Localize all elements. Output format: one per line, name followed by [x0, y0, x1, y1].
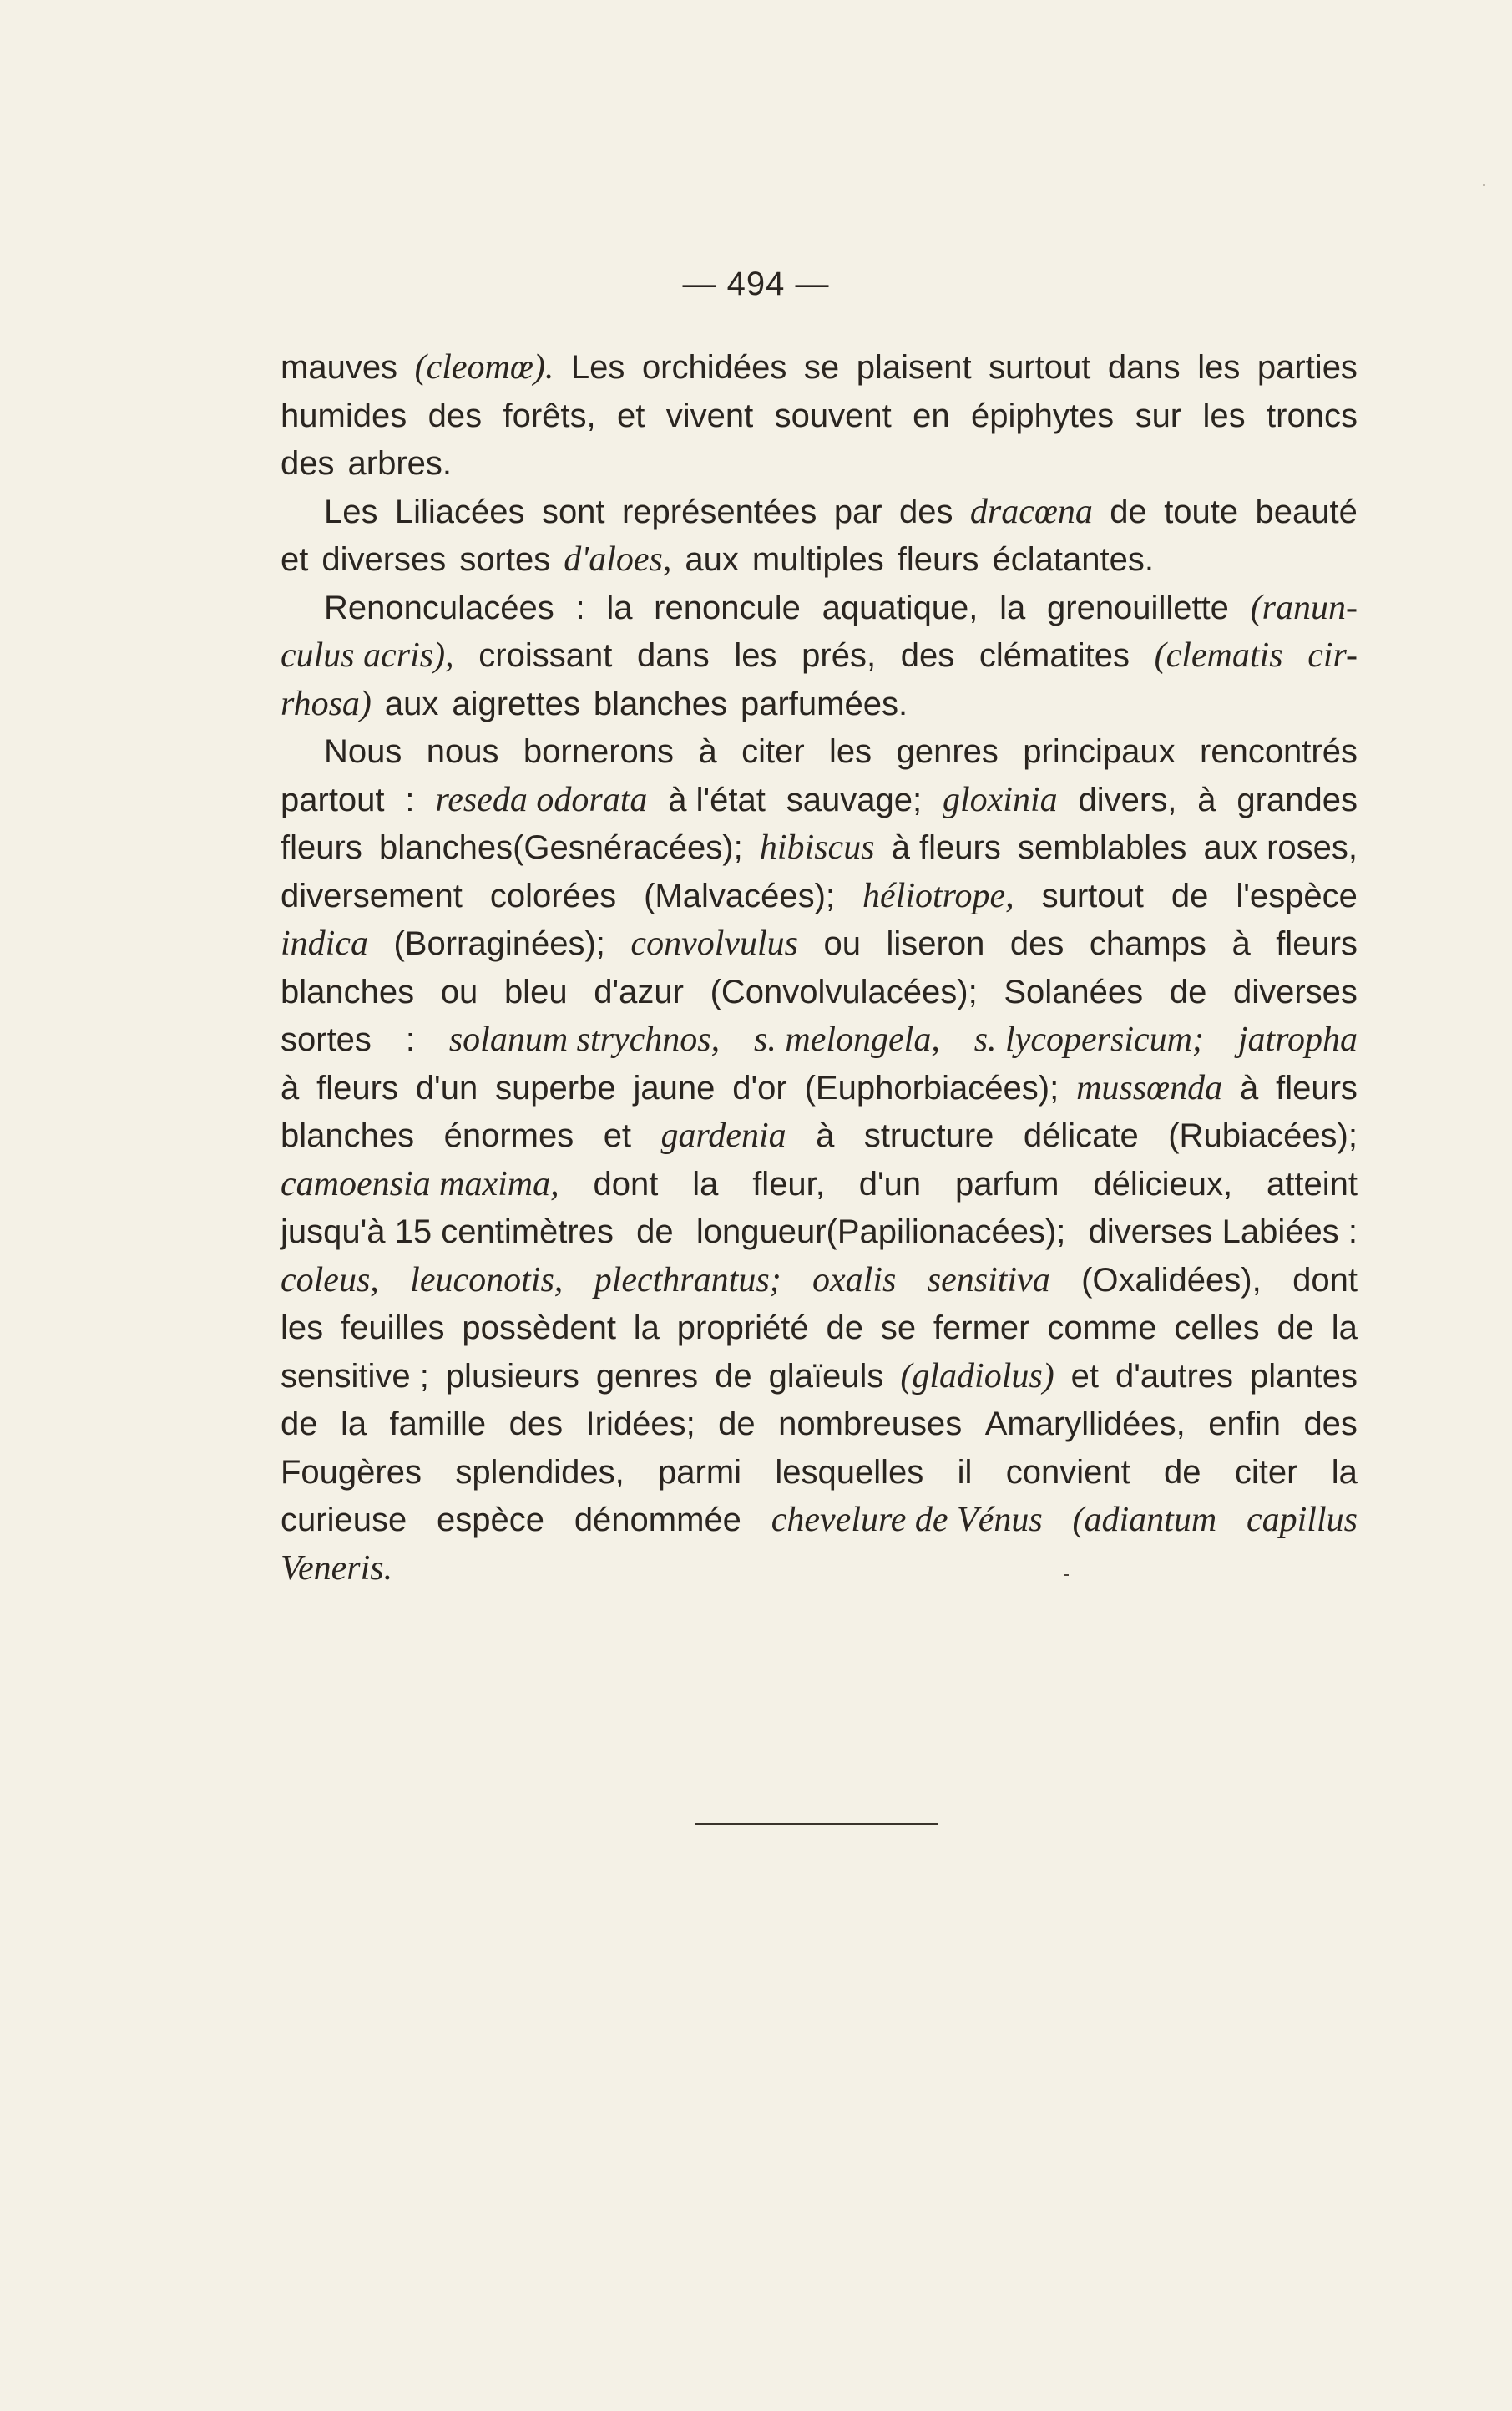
word: fleurs	[316, 1069, 398, 1107]
word: à	[816, 1117, 835, 1154]
word: surtout	[989, 349, 1091, 386]
word: aux	[384, 685, 439, 722]
word: parties	[1257, 349, 1358, 386]
word: Solanées	[1004, 973, 1144, 1010]
word: (Malvacées);	[644, 877, 836, 914]
italic-word: gloxinia	[943, 780, 1058, 819]
word: genres	[896, 733, 999, 770]
word: renoncule	[654, 589, 801, 626]
word: :	[575, 589, 585, 626]
word: et	[603, 1117, 632, 1154]
italic-word: (adiantum	[1072, 1501, 1217, 1539]
word: convient	[1005, 1453, 1130, 1491]
word: des	[427, 397, 483, 434]
word: énormes	[443, 1117, 574, 1154]
word: parfum	[955, 1165, 1059, 1203]
word: plaisent	[856, 349, 972, 386]
word: aux roses,	[1203, 829, 1358, 866]
text-line	[281, 1112, 1358, 1161]
word: à l'état	[668, 781, 766, 818]
word: semblables	[1018, 829, 1187, 866]
word: les	[734, 637, 777, 674]
word: sortes	[281, 1021, 372, 1058]
text-line	[281, 824, 1358, 873]
word: possèdent	[462, 1309, 616, 1346]
text-line	[281, 536, 1358, 585]
word: fleurs	[281, 829, 362, 866]
word: la	[633, 1309, 660, 1346]
word: éclatantes.	[992, 541, 1155, 578]
word: partout	[281, 781, 385, 818]
word: d'or	[732, 1069, 787, 1107]
word: longueur(Papilionacées);	[695, 1213, 1066, 1250]
word: dans	[637, 637, 710, 674]
word: sont	[541, 493, 605, 530]
word: de	[1277, 1309, 1314, 1346]
italic-word: mussœnda	[1076, 1068, 1223, 1107]
word: champs	[1089, 925, 1206, 962]
word: les	[829, 733, 872, 770]
word: il	[957, 1453, 973, 1491]
word: parfumées.	[740, 685, 908, 722]
word: blanches(Gesnéracées);	[378, 829, 743, 866]
word: grandes	[1236, 781, 1358, 818]
word: la	[1331, 1453, 1358, 1491]
word: de	[715, 1357, 752, 1395]
word: sur	[1135, 397, 1182, 434]
word: forêts,	[503, 397, 596, 434]
word: (Euphorbiacées);	[804, 1069, 1059, 1107]
word: dénommée	[574, 1502, 741, 1538]
italic-word: Veneris.	[281, 1548, 393, 1588]
word: nombreuses	[778, 1406, 963, 1442]
word: d'azur	[594, 973, 684, 1010]
word: dont	[1292, 1261, 1358, 1299]
word: Fougères	[281, 1453, 422, 1491]
word: de	[636, 1213, 674, 1250]
text-line	[281, 1065, 1358, 1113]
italic-word: dracœna	[969, 492, 1093, 531]
word: se	[880, 1309, 917, 1346]
word: ou	[440, 973, 478, 1010]
italic-word: (cleomœ).	[414, 348, 554, 387]
text-line	[281, 585, 1358, 633]
word: fleurs	[1276, 925, 1358, 962]
word: bleu	[503, 973, 568, 1010]
word: diverses Labiées :	[1088, 1213, 1358, 1250]
word: des	[899, 493, 953, 530]
text-line	[281, 1016, 1358, 1065]
word: splendides,	[455, 1453, 625, 1491]
word: en	[913, 397, 950, 434]
word: et	[616, 397, 645, 434]
word: blanches	[593, 685, 727, 722]
italic-word: chevelure de Vénus	[771, 1501, 1043, 1539]
word: divers,	[1078, 781, 1177, 818]
word: toute	[1164, 493, 1239, 530]
word: la	[999, 589, 1026, 626]
text-line	[281, 1257, 1358, 1305]
word: jaune	[633, 1069, 716, 1107]
italic-word: camoensia maxima,	[281, 1164, 559, 1203]
word: la	[606, 589, 633, 626]
word: diverses	[1232, 973, 1358, 1010]
word: les	[1197, 349, 1241, 386]
word: Liliacées	[394, 493, 525, 530]
word: de	[718, 1406, 756, 1442]
word: Iridées;	[585, 1406, 695, 1442]
italic-word: culus acris),	[281, 636, 454, 675]
italic-word: indica	[281, 924, 368, 963]
text-line	[281, 1497, 1358, 1545]
text-line	[281, 1304, 1358, 1353]
word: structure	[863, 1117, 994, 1154]
word: glaïeuls	[768, 1357, 884, 1395]
word: plusieurs	[445, 1357, 579, 1395]
word: humides	[281, 397, 407, 434]
word: nous	[426, 733, 499, 770]
word: citer	[1234, 1453, 1298, 1491]
word: fermer	[933, 1309, 1030, 1346]
word: :	[405, 1021, 415, 1058]
word: vivent	[665, 397, 754, 434]
italic-word: solanum strychnos,	[448, 1021, 721, 1059]
italic-word: s. lycopersicum;	[973, 1021, 1204, 1059]
word: la	[340, 1406, 367, 1442]
word: Les	[324, 493, 378, 530]
italic-word: hibiscus	[759, 828, 875, 867]
italic-word: (clematis	[1154, 636, 1283, 675]
word: de	[826, 1309, 863, 1346]
word: à fleurs	[891, 829, 1001, 866]
word: de	[1169, 973, 1207, 1010]
word: aigrettes	[452, 685, 580, 722]
word: des	[900, 637, 955, 674]
text-line	[281, 1208, 1358, 1257]
word: sortes	[459, 541, 551, 578]
text-line	[281, 920, 1358, 969]
italic-word: sensitiva	[927, 1260, 1050, 1299]
text-line	[281, 681, 1358, 729]
word: jusqu'à 15 centimètres	[281, 1213, 614, 1250]
word: sensitive ;	[281, 1357, 429, 1395]
word: citer	[741, 733, 805, 770]
word: à	[1239, 1069, 1259, 1107]
italic-word: capillus	[1246, 1501, 1358, 1539]
italic-word: cir-	[1307, 636, 1358, 675]
word: orchidées	[641, 349, 787, 386]
word: ou	[823, 925, 862, 962]
text-line	[281, 393, 1358, 441]
word: feuilles	[340, 1309, 445, 1346]
word: espèce	[437, 1502, 544, 1538]
word: lesquelles	[775, 1453, 924, 1491]
word: des	[281, 445, 335, 482]
text-line	[281, 1161, 1358, 1209]
word: de	[1164, 1453, 1201, 1491]
text-line	[281, 1545, 1358, 1593]
text-line	[281, 489, 1358, 537]
paper-speck	[1064, 1574, 1069, 1576]
word: arbres.	[347, 445, 452, 482]
word: aux	[685, 541, 739, 578]
word: à	[1197, 781, 1216, 818]
text-line	[281, 1449, 1358, 1497]
word: des	[1009, 925, 1064, 962]
word: mauves	[281, 349, 398, 386]
word: surtout	[1041, 877, 1144, 914]
word: la	[1331, 1309, 1358, 1346]
italic-word: plecthrantus;	[594, 1260, 781, 1299]
text-line	[281, 1401, 1358, 1449]
word: parmi	[658, 1453, 742, 1491]
end-rule	[695, 1823, 938, 1825]
word: les	[1202, 397, 1246, 434]
word: liseron	[886, 925, 985, 962]
word: d'un	[858, 1165, 922, 1203]
word: propriété	[676, 1309, 809, 1346]
word: de	[1110, 493, 1147, 530]
italic-word: s. melongela,	[754, 1021, 940, 1059]
word: des	[508, 1406, 564, 1442]
word: genres	[595, 1357, 699, 1395]
word: à	[1231, 925, 1251, 962]
word: fleurs	[897, 541, 979, 578]
word: délicate	[1023, 1117, 1139, 1154]
word: clématites	[979, 637, 1130, 674]
word: aquatique,	[822, 589, 979, 626]
italic-word: rhosa)	[281, 684, 372, 723]
word: fleur,	[752, 1165, 825, 1203]
text-line	[281, 969, 1358, 1017]
page-number: — 494 —	[682, 266, 830, 302]
word: troncs	[1267, 397, 1358, 434]
text-line	[281, 440, 1358, 489]
text-line	[281, 344, 1358, 393]
word: multiples	[751, 541, 884, 578]
word: bornerons	[523, 733, 675, 770]
italic-word: leuconotis,	[410, 1260, 564, 1299]
word: croissant	[478, 637, 613, 674]
word: :	[405, 781, 415, 818]
word: (Borraginées);	[393, 925, 605, 962]
word: se	[803, 349, 840, 386]
word: principaux	[1023, 733, 1176, 770]
text-line	[281, 1353, 1358, 1401]
word: beauté	[1255, 493, 1358, 530]
word: atteint	[1266, 1165, 1358, 1203]
word: à	[698, 733, 717, 770]
word: diversement	[281, 877, 463, 914]
word: grenouillette	[1047, 589, 1229, 626]
word: blanches	[281, 973, 415, 1010]
italic-word: héliotrope,	[862, 876, 1014, 915]
word: la	[692, 1165, 719, 1203]
word: superbe	[495, 1069, 616, 1107]
word: diverses	[321, 541, 447, 578]
word: sauvage;	[786, 781, 923, 818]
word: souvent	[774, 397, 892, 434]
italic-word: d'aloes,	[564, 540, 672, 579]
word: celles	[1174, 1309, 1260, 1346]
word: et	[281, 541, 309, 578]
text-line	[281, 873, 1358, 921]
word: famille	[389, 1406, 487, 1442]
italic-word: reseda odorata	[435, 780, 648, 819]
word: épiphytes	[970, 397, 1115, 434]
word: de	[281, 1406, 318, 1442]
word: blanches	[281, 1117, 415, 1154]
word: représentées	[621, 493, 817, 530]
italic-word: (ranun-	[1250, 588, 1358, 627]
word: (Oxalidées),	[1081, 1261, 1262, 1299]
word: Amaryllidées,	[984, 1406, 1186, 1442]
word: par	[833, 493, 882, 530]
word: les	[281, 1309, 324, 1346]
text-line	[281, 728, 1358, 777]
word: Renonculacées	[324, 589, 554, 626]
word: fleurs	[1276, 1069, 1358, 1107]
word: l'espèce	[1236, 877, 1358, 914]
word: plantes	[1250, 1357, 1358, 1395]
word: délicieux,	[1093, 1165, 1233, 1203]
italic-word: convolvulus	[630, 924, 799, 963]
word: à	[281, 1069, 300, 1107]
paper-speck	[1483, 184, 1485, 186]
word: dont	[593, 1165, 659, 1203]
word: curieuse	[281, 1502, 407, 1538]
italic-word: jatropha	[1237, 1021, 1358, 1059]
word: et	[1070, 1357, 1100, 1395]
word: dans	[1107, 349, 1181, 386]
text-line	[281, 777, 1358, 825]
italic-word: coleus,	[281, 1260, 379, 1299]
word: comme	[1047, 1309, 1157, 1346]
word: de	[1171, 877, 1209, 914]
word: enfin	[1208, 1406, 1281, 1442]
word: (Convolvulacées);	[710, 973, 978, 1010]
word: d'autres	[1115, 1357, 1234, 1395]
italic-word: gardenia	[660, 1117, 786, 1155]
word: (Rubiacées);	[1168, 1117, 1358, 1154]
word: Nous	[324, 733, 402, 770]
word: Les	[570, 349, 625, 386]
italic-word: oxalis	[812, 1260, 897, 1299]
body-text	[281, 344, 1358, 1593]
word: d'un	[415, 1069, 478, 1107]
italic-word: (gladiolus)	[900, 1356, 1054, 1395]
word: colorées	[489, 877, 617, 914]
word: rencontrés	[1200, 733, 1358, 770]
text-line	[281, 632, 1358, 681]
word: des	[1303, 1406, 1358, 1442]
word: prés,	[802, 637, 877, 674]
